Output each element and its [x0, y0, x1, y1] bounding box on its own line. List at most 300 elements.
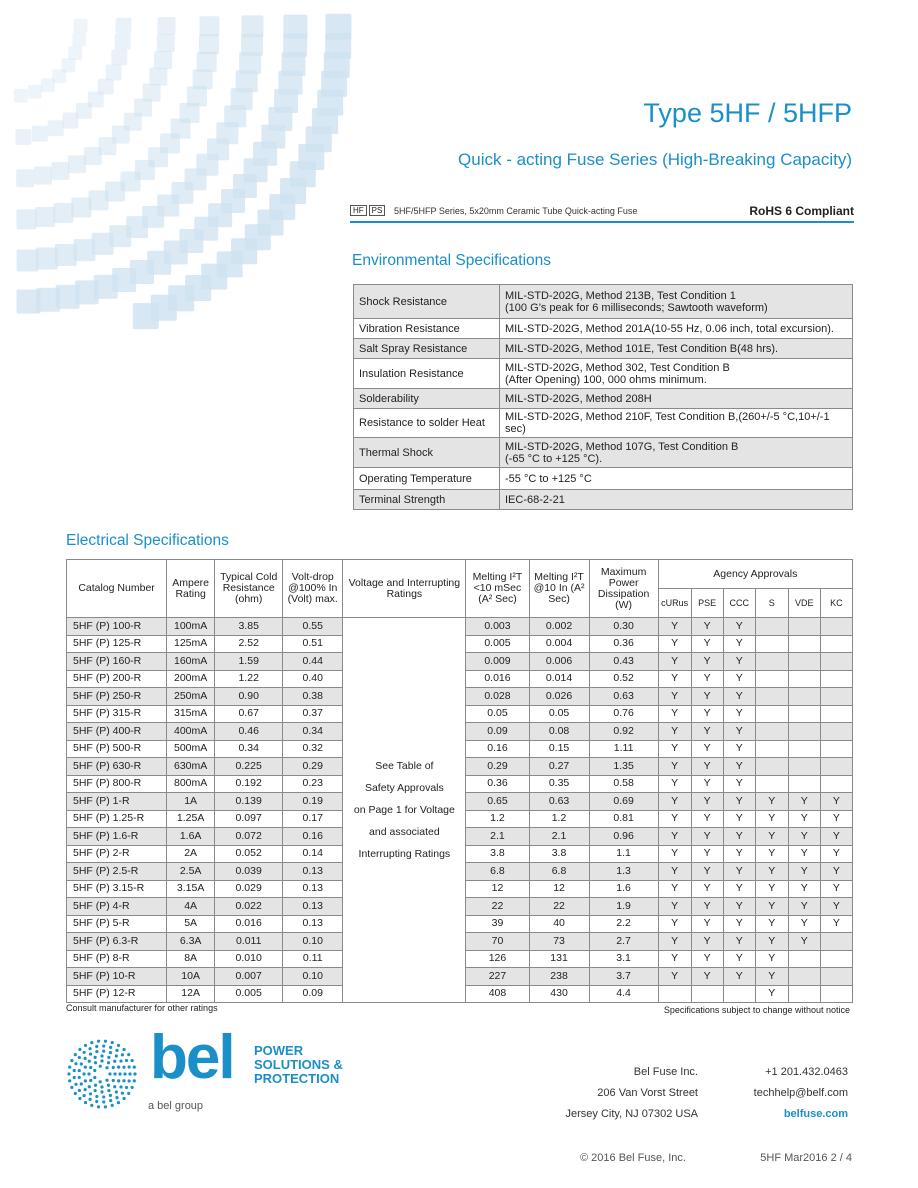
cell-c: 5HF (P) 1-R: [67, 793, 167, 811]
cell-m1: 70: [466, 933, 529, 951]
globe-dot: [128, 1079, 131, 1082]
globe-dot: [127, 1053, 130, 1056]
globe-dot: [117, 1066, 120, 1069]
pattern-tile: [62, 113, 78, 129]
env-row: [354, 468, 853, 490]
env-label: Insulation Resistance: [354, 359, 500, 389]
ccc-mark-icon: CCC: [723, 589, 755, 618]
env-value: [500, 359, 853, 389]
cell-m2: 238: [529, 968, 589, 986]
pattern-tile: [68, 155, 86, 173]
cell-agency: Y: [691, 635, 723, 653]
env-label: Salt Spray Resistance: [354, 339, 500, 359]
cell-p: 0.76: [589, 705, 658, 723]
address-block: [540, 1062, 698, 1125]
logo-tagline: [254, 1044, 343, 1086]
cell-a: 1.6A: [167, 828, 215, 846]
globe-dot: [111, 1104, 114, 1107]
cell-agency: Y: [755, 898, 788, 916]
globe-dot: [97, 1040, 100, 1043]
cell-agency: Y: [723, 705, 755, 723]
cell-r: 0.34: [215, 740, 283, 758]
cell-agency: Y: [755, 845, 788, 863]
vde-mark-icon: VDE: [788, 589, 820, 618]
cell-agency: Y: [658, 653, 691, 671]
pattern-tile: [199, 16, 219, 36]
cell-m1: 0.016: [466, 670, 529, 688]
cell-m2: 0.026: [529, 688, 589, 706]
cell-m2: 40: [529, 915, 589, 933]
env-row: [354, 389, 853, 409]
cell-agency: Y: [691, 723, 723, 741]
cell-p: 3.1: [589, 950, 658, 968]
cell-m2: 0.014: [529, 670, 589, 688]
cell-c: 5HF (P) 5-R: [67, 915, 167, 933]
cell-agency: Y: [691, 705, 723, 723]
globe-dot: [117, 1044, 120, 1047]
globe-dot: [89, 1079, 92, 1082]
footnote-left: Consult manufacturer for other ratings: [66, 1003, 218, 1013]
cell-r: 0.022: [215, 898, 283, 916]
cell-p: 1.11: [589, 740, 658, 758]
cell-m1: 0.05: [466, 705, 529, 723]
pattern-tile: [16, 169, 34, 187]
pattern-tile: [68, 46, 82, 60]
pattern-tile: [34, 166, 52, 184]
globe-dot: [99, 1065, 102, 1068]
pattern-tile: [111, 49, 127, 65]
cell-p: 3.7: [589, 968, 658, 986]
cell-agency: Y: [691, 618, 723, 636]
cell-m1: 39: [466, 915, 529, 933]
cell-c: 5HF (P) 2.5-R: [67, 863, 167, 881]
cell-agency: [788, 740, 820, 758]
cell-agency: Y: [658, 670, 691, 688]
cell-v: 0.13: [283, 915, 343, 933]
cell-agency: [820, 705, 852, 723]
cell-a: 250mA: [167, 688, 215, 706]
globe-dot: [89, 1052, 92, 1055]
cell-c: 5HF (P) 500-R: [67, 740, 167, 758]
env-value: [500, 490, 853, 510]
cell-m2: 2.1: [529, 828, 589, 846]
cell-agency: [755, 618, 788, 636]
cell-a: 10A: [167, 968, 215, 986]
cell-a: 12A: [167, 985, 215, 1003]
cell-agency: [658, 985, 691, 1003]
environmental-table: [353, 284, 853, 510]
globe-dot: [88, 1047, 91, 1050]
pattern-tile: [53, 203, 73, 223]
pse-mark-icon: PSE: [691, 589, 723, 618]
cell-p: 0.43: [589, 653, 658, 671]
cell-c: 5HF (P) 315-R: [67, 705, 167, 723]
cell-agency: Y: [658, 968, 691, 986]
cell-r: 0.007: [215, 968, 283, 986]
cell-agency: Y: [723, 653, 755, 671]
cell-agency: Y: [820, 793, 852, 811]
pattern-tile: [48, 120, 64, 136]
env-row: [354, 339, 853, 359]
globe-dot: [115, 1054, 118, 1057]
cell-v: 0.13: [283, 863, 343, 881]
cell-v: 0.16: [283, 828, 343, 846]
contact-block: [708, 1062, 848, 1125]
env-row: [354, 409, 853, 438]
website-link[interactable]: belfuse.com: [783, 1108, 848, 1120]
globe-dot: [78, 1089, 81, 1092]
cell-agency: [755, 740, 788, 758]
cell-agency: Y: [723, 758, 755, 776]
globe-dot: [74, 1083, 77, 1086]
env-value-line: MIL-STD-202G, Method 210F, Test Condition B,(260+/-5 °C,10+/-1 sec): [505, 411, 830, 435]
cell-c: 5HF (P) 200-R: [67, 670, 167, 688]
globe-dot: [95, 1095, 98, 1098]
cell-agency: Y: [658, 950, 691, 968]
cell-a: 400mA: [167, 723, 215, 741]
cell-agency: Y: [691, 810, 723, 828]
cell-r: 0.072: [215, 828, 283, 846]
cell-agency: Y: [788, 828, 820, 846]
globe-dot: [102, 1049, 105, 1052]
globe-dot: [84, 1044, 87, 1047]
cell-p: 1.35: [589, 758, 658, 776]
cell-a: 500mA: [167, 740, 215, 758]
note-line: on Page 1 for Voltage: [353, 804, 455, 816]
globe-dot: [113, 1072, 116, 1075]
cell-agency: Y: [820, 810, 852, 828]
env-value-line: MIL-STD-202G, Method 208H: [505, 392, 652, 405]
cell-agency: [691, 985, 723, 1003]
globe-dot: [100, 1059, 103, 1062]
globe-dot: [128, 1072, 131, 1075]
series-description: 5HF/5HFP Series, 5x20mm Ceramic Tube Quick-acting Fuse: [394, 206, 638, 216]
globe-dot: [95, 1045, 98, 1048]
globe-dot: [88, 1085, 91, 1088]
globe-dot: [112, 1079, 115, 1082]
tagline-line: POWER: [254, 1043, 304, 1058]
cell-agency: [788, 723, 820, 741]
env-value-line: MIL-STD-202G, Method 107G, Test Condition B: [505, 440, 739, 453]
globe-dot: [117, 1101, 120, 1104]
header-power: Maximum Power Dissipation (W): [589, 560, 658, 618]
pattern-tile: [35, 207, 55, 227]
cell-m2: 131: [529, 950, 589, 968]
globe-dot: [84, 1079, 87, 1082]
bel-globe-icon: [62, 1034, 142, 1114]
pattern-tile: [28, 85, 42, 99]
cell-agency: Y: [755, 863, 788, 881]
cell-agency: Y: [658, 688, 691, 706]
env-value-line: -55 °C to +125 °C: [505, 472, 592, 485]
globe-dot: [78, 1048, 81, 1051]
certification-marks: [350, 205, 387, 216]
cell-v: 0.13: [283, 898, 343, 916]
globe-dot: [113, 1085, 116, 1088]
globe-dot: [122, 1048, 125, 1051]
pattern-tile: [73, 19, 87, 33]
globe-dot: [109, 1051, 112, 1054]
globe-dot: [87, 1072, 90, 1075]
email-link[interactable]: techhelp@belf.com: [753, 1087, 848, 1099]
cell-m1: 2.1: [466, 828, 529, 846]
cell-agency: [820, 723, 852, 741]
globe-dot: [111, 1041, 114, 1044]
cell-a: 315mA: [167, 705, 215, 723]
cell-agency: [820, 635, 852, 653]
pattern-tile: [32, 126, 48, 142]
cell-agency: Y: [723, 635, 755, 653]
pattern-tile: [41, 78, 55, 92]
cell-agency: [755, 653, 788, 671]
env-label: Solderability: [354, 389, 500, 409]
series-bar: [350, 203, 854, 223]
cell-c: 5HF (P) 12-R: [67, 985, 167, 1003]
note-line: and associated: [369, 826, 440, 838]
env-value: [500, 389, 853, 409]
globe-dot: [127, 1092, 130, 1095]
cell-agency: Y: [723, 950, 755, 968]
cell-v: 0.14: [283, 845, 343, 863]
globe-dot: [68, 1079, 71, 1082]
cell-r: 0.46: [215, 723, 283, 741]
cell-agency: Y: [691, 863, 723, 881]
cell-agency: Y: [723, 915, 755, 933]
cell-agency: Y: [723, 740, 755, 758]
cell-agency: Y: [691, 758, 723, 776]
cell-agency: Y: [723, 810, 755, 828]
cell-v: 0.44: [283, 653, 343, 671]
cell-agency: Y: [755, 933, 788, 951]
globe-dot: [125, 1086, 128, 1089]
cell-agency: Y: [658, 915, 691, 933]
page-title: Type 5HF / 5HFP: [643, 98, 852, 128]
electrical-heading: Electrical Specifications: [66, 532, 229, 549]
environmental-heading: Environmental Specifications: [352, 252, 552, 269]
env-row: [354, 490, 853, 510]
cell-c: 5HF (P) 6.3-R: [67, 933, 167, 951]
cell-v: 0.32: [283, 740, 343, 758]
cell-m1: 0.009: [466, 653, 529, 671]
cell-c: 5HF (P) 800-R: [67, 775, 167, 793]
header-resistance: Typical Cold Resistance (ohm): [215, 560, 283, 618]
cell-a: 2.5A: [167, 863, 215, 881]
globe-dot: [94, 1061, 97, 1064]
cell-v: 0.51: [283, 635, 343, 653]
cell-p: 0.58: [589, 775, 658, 793]
cell-agency: Y: [788, 863, 820, 881]
cell-r: 0.225: [215, 758, 283, 776]
cell-agency: Y: [820, 880, 852, 898]
globe-dot: [119, 1059, 122, 1062]
pattern-tile: [157, 34, 175, 52]
globe-dot: [93, 1076, 96, 1079]
cell-p: 0.36: [589, 635, 658, 653]
cell-agency: Y: [788, 915, 820, 933]
cell-c: 5HF (P) 160-R: [67, 653, 167, 671]
cell-agency: Y: [788, 810, 820, 828]
cell-p: 0.52: [589, 670, 658, 688]
globe-dot: [100, 1054, 103, 1057]
cell-m1: 1.2: [466, 810, 529, 828]
env-row: [354, 319, 853, 339]
cell-r: 0.90: [215, 688, 283, 706]
env-value-line: MIL-STD-202G, Method 302, Test Condition B: [505, 361, 730, 374]
cell-a: 6.3A: [167, 933, 215, 951]
cell-agency: Y: [658, 793, 691, 811]
cell-m1: 6.8: [466, 863, 529, 881]
cell-agency: Y: [755, 793, 788, 811]
globe-dot: [104, 1040, 107, 1043]
cell-p: 1.1: [589, 845, 658, 863]
cell-agency: Y: [658, 758, 691, 776]
cell-c: 5HF (P) 630-R: [67, 758, 167, 776]
cell-p: 1.6: [589, 880, 658, 898]
cell-m1: 12: [466, 880, 529, 898]
globe-dot: [107, 1084, 110, 1087]
cell-v: 0.23: [283, 775, 343, 793]
cell-v: 0.10: [283, 968, 343, 986]
cell-agency: Y: [658, 898, 691, 916]
cell-agency: Y: [788, 880, 820, 898]
cell-agency: Y: [658, 880, 691, 898]
pattern-tile: [106, 65, 122, 81]
company-name: Bel Fuse Inc.: [633, 1066, 698, 1078]
globe-dot: [70, 1086, 73, 1089]
cell-agency: Y: [788, 933, 820, 951]
env-value-line: MIL-STD-202G, Method 201A(10-55 Hz, 0.06 inch, total excursion).: [505, 322, 834, 335]
cell-agency: [820, 933, 852, 951]
globe-dot: [83, 1094, 86, 1097]
cell-m1: 0.003: [466, 618, 529, 636]
pattern-tile: [72, 33, 86, 47]
globe-dot: [133, 1072, 136, 1075]
cell-v: 0.37: [283, 705, 343, 723]
globe-dot: [70, 1059, 73, 1062]
env-value: [500, 409, 853, 438]
cell-p: 2.7: [589, 933, 658, 951]
header-catalog: Catalog Number: [67, 560, 167, 618]
globe-dot: [78, 1069, 81, 1072]
cell-agency: [788, 758, 820, 776]
voltage-note: [343, 618, 466, 1003]
cell-agency: [820, 950, 852, 968]
cell-agency: [820, 688, 852, 706]
city: Jersey City, NJ 07302 USA: [565, 1108, 698, 1120]
globe-dot: [88, 1098, 91, 1101]
cell-agency: [820, 653, 852, 671]
pattern-tile: [154, 51, 172, 69]
cell-m1: 22: [466, 898, 529, 916]
cell-agency: Y: [658, 740, 691, 758]
cell-r: 0.097: [215, 810, 283, 828]
env-label: Thermal Shock: [354, 438, 500, 468]
cell-agency: [820, 968, 852, 986]
globe-dot: [102, 1044, 105, 1047]
cell-a: 4A: [167, 898, 215, 916]
cell-c: 5HF (P) 3.15-R: [67, 880, 167, 898]
cell-m2: 73: [529, 933, 589, 951]
globe-dot: [128, 1065, 131, 1068]
footnote-right: Specifications subject to change without notice: [663, 1005, 850, 1015]
cell-agency: Y: [788, 898, 820, 916]
globe-dot: [131, 1086, 134, 1089]
env-label: Shock Resistance: [354, 285, 500, 319]
cell-m1: 126: [466, 950, 529, 968]
tagline-line: SOLUTIONS &: [254, 1057, 343, 1072]
cell-m2: 0.006: [529, 653, 589, 671]
cell-m1: 0.005: [466, 635, 529, 653]
cell-v: 0.09: [283, 985, 343, 1003]
cell-c: 5HF (P) 1.25-R: [67, 810, 167, 828]
cell-v: 0.13: [283, 880, 343, 898]
cell-v: 0.19: [283, 793, 343, 811]
note-line: See Table of: [375, 760, 434, 772]
globe-dot: [68, 1066, 71, 1069]
cell-agency: Y: [691, 793, 723, 811]
cell-agency: [820, 758, 852, 776]
curus-mark-icon: cURus: [658, 589, 691, 618]
page-subtitle: Quick - acting Fuse Series (High-Breaking Capacity): [458, 150, 852, 169]
cell-r: 3.85: [215, 618, 283, 636]
cell-agency: [723, 985, 755, 1003]
cell-agency: Y: [755, 915, 788, 933]
cell-a: 160mA: [167, 653, 215, 671]
note-line: Interrupting Ratings: [358, 848, 451, 860]
cell-p: 0.69: [589, 793, 658, 811]
globe-dot: [78, 1076, 81, 1079]
cell-agency: Y: [723, 968, 755, 986]
cell-m2: 0.27: [529, 758, 589, 776]
globe-dot: [102, 1095, 105, 1098]
cell-agency: [755, 723, 788, 741]
cell-m1: 0.29: [466, 758, 529, 776]
cell-v: 0.34: [283, 723, 343, 741]
phone: +1 201.432.0463: [765, 1066, 848, 1078]
cell-c: 5HF (P) 2-R: [67, 845, 167, 863]
globe-dot: [121, 1092, 124, 1095]
globe-dot: [84, 1088, 87, 1091]
s-mark-icon: S: [755, 589, 788, 618]
globe-dot: [83, 1051, 86, 1054]
cell-agency: [788, 985, 820, 1003]
pattern-tile: [115, 34, 131, 50]
globe-dot: [105, 1079, 108, 1082]
globe-dot: [107, 1061, 110, 1064]
globe-dot: [94, 1056, 97, 1059]
cell-p: 0.63: [589, 688, 658, 706]
env-value-line: (-65 °C to +125 °C).: [505, 452, 603, 465]
cell-c: 5HF (P) 400-R: [67, 723, 167, 741]
globe-dot: [80, 1082, 83, 1085]
globe-dot: [109, 1099, 112, 1102]
cell-agency: Y: [658, 635, 691, 653]
globe-dot: [94, 1084, 97, 1087]
cell-m2: 0.35: [529, 775, 589, 793]
cell-m2: 0.05: [529, 705, 589, 723]
globe-dot: [84, 1066, 87, 1069]
pattern-tile: [157, 17, 175, 35]
cell-v: 0.11: [283, 950, 343, 968]
cell-c: 5HF (P) 1.6-R: [67, 828, 167, 846]
cell-agency: [755, 775, 788, 793]
globe-dot: [112, 1066, 115, 1069]
cell-agency: Y: [755, 950, 788, 968]
pattern-tile: [84, 147, 102, 165]
cell-c: 5HF (P) 250-R: [67, 688, 167, 706]
cell-r: 0.039: [215, 863, 283, 881]
cell-agency: [755, 705, 788, 723]
